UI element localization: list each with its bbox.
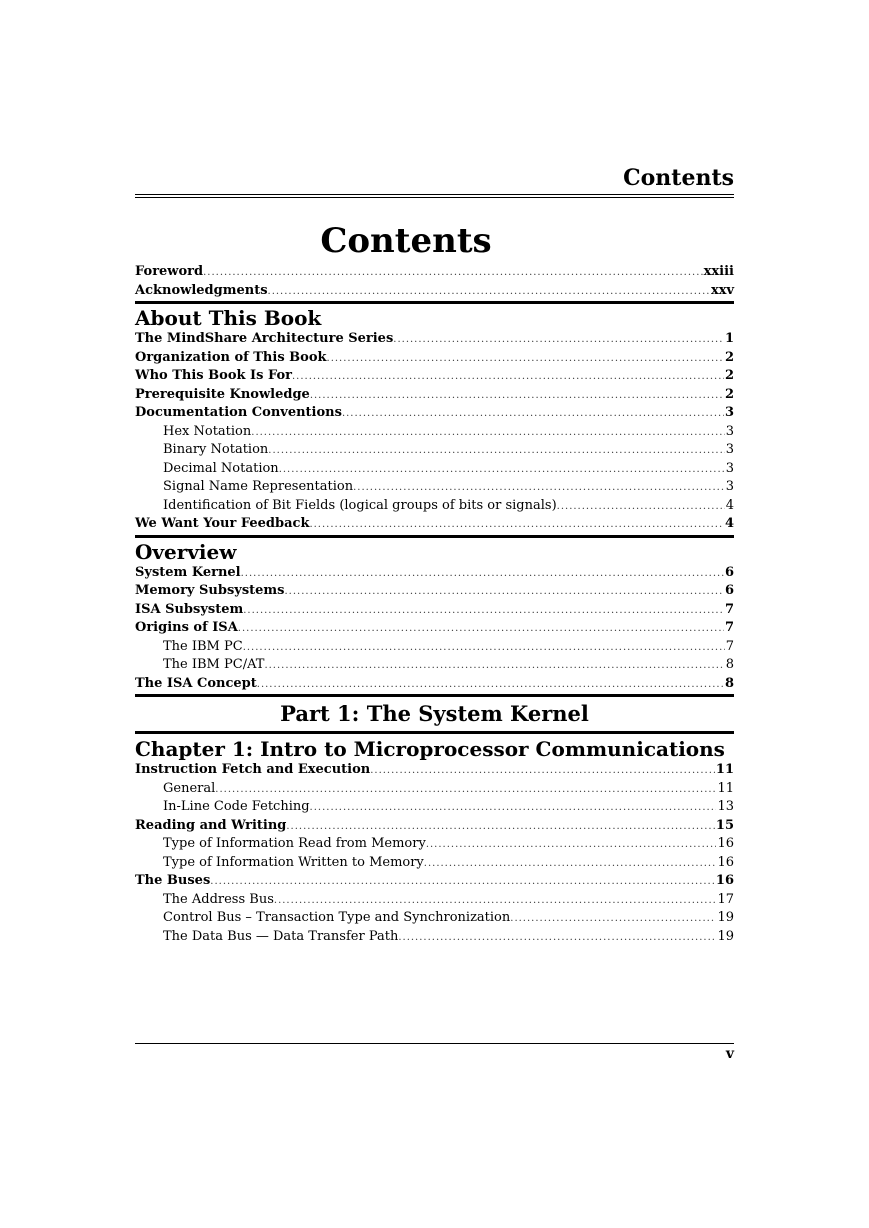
toc-entry[interactable] bbox=[135, 368, 734, 387]
toc-entry-page: xxiii bbox=[703, 264, 734, 279]
dot-leader bbox=[292, 371, 724, 382]
dot-leader bbox=[251, 427, 724, 438]
toc-entry-label: Control Bus – Transaction Type and Synchronization bbox=[163, 910, 511, 925]
dot-leader bbox=[510, 913, 716, 924]
toc-entry-label: In-Line Code Fetching bbox=[163, 799, 310, 814]
dot-leader bbox=[353, 482, 725, 493]
section-rule bbox=[135, 301, 734, 304]
dot-leader bbox=[310, 390, 724, 401]
section-rule bbox=[135, 535, 734, 538]
toc-entry-label: Reading and Writing bbox=[135, 817, 287, 833]
toc-entry-page: 13 bbox=[717, 799, 734, 814]
toc-entry[interactable] bbox=[135, 283, 734, 302]
toc-entry-label: Decimal Notation bbox=[163, 460, 279, 476]
toc-entry-page: 2 bbox=[724, 386, 734, 402]
toc-entry[interactable] bbox=[135, 565, 734, 584]
dot-leader bbox=[393, 334, 724, 345]
toc-entry[interactable] bbox=[135, 264, 734, 283]
toc-entry[interactable] bbox=[135, 602, 734, 621]
dot-leader bbox=[215, 784, 716, 795]
toc-entry-page: 19 bbox=[717, 910, 734, 925]
toc-entry-page: 3 bbox=[725, 479, 734, 494]
toc-entry-label: Memory Subsystems bbox=[135, 583, 285, 598]
toc-entry-page: 8 bbox=[724, 675, 734, 691]
toc-entry-label: We Want Your Feedback bbox=[135, 516, 310, 531]
section-heading-overview[interactable]: Overview bbox=[135, 539, 237, 564]
toc-entry-page: 16 bbox=[717, 854, 734, 870]
toc-entry-page: 1 bbox=[724, 331, 734, 346]
toc-entry[interactable] bbox=[135, 639, 734, 658]
running-head: Contents bbox=[623, 165, 734, 191]
toc-entry-page: xxv bbox=[710, 282, 734, 298]
dot-leader bbox=[257, 679, 724, 690]
table-of-contents bbox=[135, 264, 734, 947]
toc-entry-label: Prerequisite Knowledge bbox=[135, 386, 310, 402]
toc-entry-label: Type of Information Read from Memory bbox=[163, 836, 426, 851]
dot-leader bbox=[243, 605, 724, 616]
dot-leader bbox=[309, 519, 724, 530]
toc-entry[interactable] bbox=[135, 799, 734, 818]
dot-leader bbox=[285, 586, 724, 597]
toc-entry-page: 3 bbox=[725, 423, 734, 439]
toc-entry-label: Instruction Fetch and Execution bbox=[135, 762, 371, 777]
part-heading[interactable]: Part 1: The System Kernel bbox=[280, 701, 589, 726]
dot-leader bbox=[279, 464, 725, 475]
toc-entry-page: 11 bbox=[717, 780, 734, 796]
toc-entry[interactable] bbox=[135, 818, 734, 837]
dot-leader bbox=[424, 858, 717, 869]
toc-entry-page: 15 bbox=[715, 817, 734, 833]
toc-entry[interactable] bbox=[135, 461, 734, 480]
toc-entry-label: The Buses bbox=[135, 873, 211, 888]
toc-entry[interactable] bbox=[135, 350, 734, 369]
toc-entry-page: 16 bbox=[715, 873, 734, 888]
toc-entry-label: Documentation Conventions bbox=[135, 405, 342, 420]
toc-entry-label: System Kernel bbox=[135, 564, 241, 580]
toc-entry[interactable] bbox=[135, 387, 734, 406]
header-rule bbox=[135, 194, 734, 198]
dot-leader bbox=[557, 501, 725, 512]
toc-entry-label: Acknowledgments bbox=[135, 282, 268, 298]
toc-entry-label: The ISA Concept bbox=[135, 675, 257, 691]
toc-entry[interactable] bbox=[135, 516, 734, 535]
toc-entry-page: 17 bbox=[717, 891, 734, 907]
toc-entry[interactable] bbox=[135, 781, 734, 800]
dot-leader bbox=[268, 286, 710, 297]
dot-leader bbox=[243, 642, 725, 653]
toc-entry-page: 7 bbox=[724, 601, 734, 617]
toc-entry[interactable] bbox=[135, 762, 734, 781]
toc-entry-label: Hex Notation bbox=[163, 423, 252, 439]
toc-entry-page: 11 bbox=[715, 762, 734, 777]
chapter1-list bbox=[135, 762, 734, 947]
dot-leader bbox=[398, 932, 716, 943]
toc-entry-label: ISA Subsystem bbox=[135, 601, 244, 617]
section-heading-about[interactable]: About This Book bbox=[135, 306, 322, 330]
toc-entry-label: Signal Name Representation bbox=[163, 479, 354, 494]
overview-list bbox=[135, 565, 734, 695]
dot-leader bbox=[327, 353, 724, 364]
toc-entry-page: 8 bbox=[725, 657, 734, 672]
footer-rule bbox=[135, 1043, 734, 1044]
front-matter-list bbox=[135, 264, 734, 301]
dot-leader bbox=[241, 568, 724, 579]
page-title: Contents bbox=[320, 221, 492, 261]
toc-entry-label: Binary Notation bbox=[163, 442, 269, 457]
toc-entry-page: 3 bbox=[725, 442, 734, 457]
toc-entry-page: 2 bbox=[724, 368, 734, 383]
dot-leader bbox=[370, 765, 715, 776]
toc-entry[interactable] bbox=[135, 929, 734, 948]
toc-entry[interactable] bbox=[135, 910, 734, 929]
toc-entry-page: 16 bbox=[717, 836, 734, 851]
toc-entry[interactable] bbox=[135, 442, 734, 461]
toc-entry[interactable] bbox=[135, 657, 734, 676]
dot-leader bbox=[310, 802, 717, 813]
toc-entry[interactable] bbox=[135, 583, 734, 602]
dot-leader bbox=[274, 895, 717, 906]
toc-entry-label: Identification of Bit Fields (logical groups of bits or signals) bbox=[163, 497, 557, 513]
toc-entry-page: 7 bbox=[725, 638, 734, 654]
toc-entry-page: 7 bbox=[724, 620, 734, 635]
toc-entry-page: 4 bbox=[724, 516, 734, 531]
toc-entry[interactable] bbox=[135, 331, 734, 350]
toc-entry[interactable] bbox=[135, 855, 734, 874]
toc-entry[interactable] bbox=[135, 498, 734, 517]
dot-leader bbox=[264, 660, 724, 671]
toc-entry-label: The IBM PC/AT bbox=[163, 657, 265, 672]
toc-entry[interactable] bbox=[135, 836, 734, 855]
toc-entry-label: Who This Book Is For bbox=[135, 368, 292, 383]
part-rule bbox=[135, 731, 734, 734]
toc-entry-label: The IBM PC bbox=[163, 638, 243, 654]
toc-entry[interactable] bbox=[135, 405, 734, 424]
dot-leader bbox=[286, 821, 715, 832]
toc-entry-label: The MindShare Architecture Series bbox=[135, 331, 394, 346]
toc-entry[interactable] bbox=[135, 873, 734, 892]
chapter-heading[interactable]: Chapter 1: Intro to Microprocessor Communications bbox=[135, 737, 725, 761]
toc-entry-page: 3 bbox=[724, 405, 734, 420]
toc-entry-page: 6 bbox=[724, 583, 734, 598]
toc-entry-page: 19 bbox=[717, 928, 734, 944]
dot-leader bbox=[426, 839, 717, 850]
toc-entry[interactable] bbox=[135, 676, 734, 695]
dot-leader bbox=[210, 876, 715, 887]
about-list bbox=[135, 331, 734, 535]
toc-entry[interactable] bbox=[135, 620, 734, 639]
toc-entry[interactable] bbox=[135, 479, 734, 498]
toc-entry-page: 6 bbox=[724, 564, 734, 580]
toc-entry-label: Organization of This Book bbox=[135, 349, 327, 365]
toc-entry-label: Foreword bbox=[135, 264, 204, 279]
toc-entry-page: 3 bbox=[725, 460, 734, 476]
toc-entry-page: 4 bbox=[725, 497, 734, 513]
toc-entry-label: The Address Bus bbox=[163, 891, 274, 907]
dot-leader bbox=[268, 445, 724, 456]
dot-leader bbox=[238, 623, 724, 634]
toc-entry-label: Type of Information Written to Memory bbox=[163, 854, 424, 870]
toc-entry-label: General bbox=[163, 780, 216, 796]
toc-entry[interactable] bbox=[135, 424, 734, 443]
toc-entry-label: Origins of ISA bbox=[135, 620, 238, 635]
toc-entry-page: 2 bbox=[724, 349, 734, 365]
dot-leader bbox=[342, 408, 724, 419]
dot-leader bbox=[203, 267, 703, 278]
page-number: v bbox=[725, 1046, 734, 1062]
toc-entry[interactable] bbox=[135, 892, 734, 911]
toc-entry-label: The Data Bus — Data Transfer Path bbox=[163, 928, 399, 944]
